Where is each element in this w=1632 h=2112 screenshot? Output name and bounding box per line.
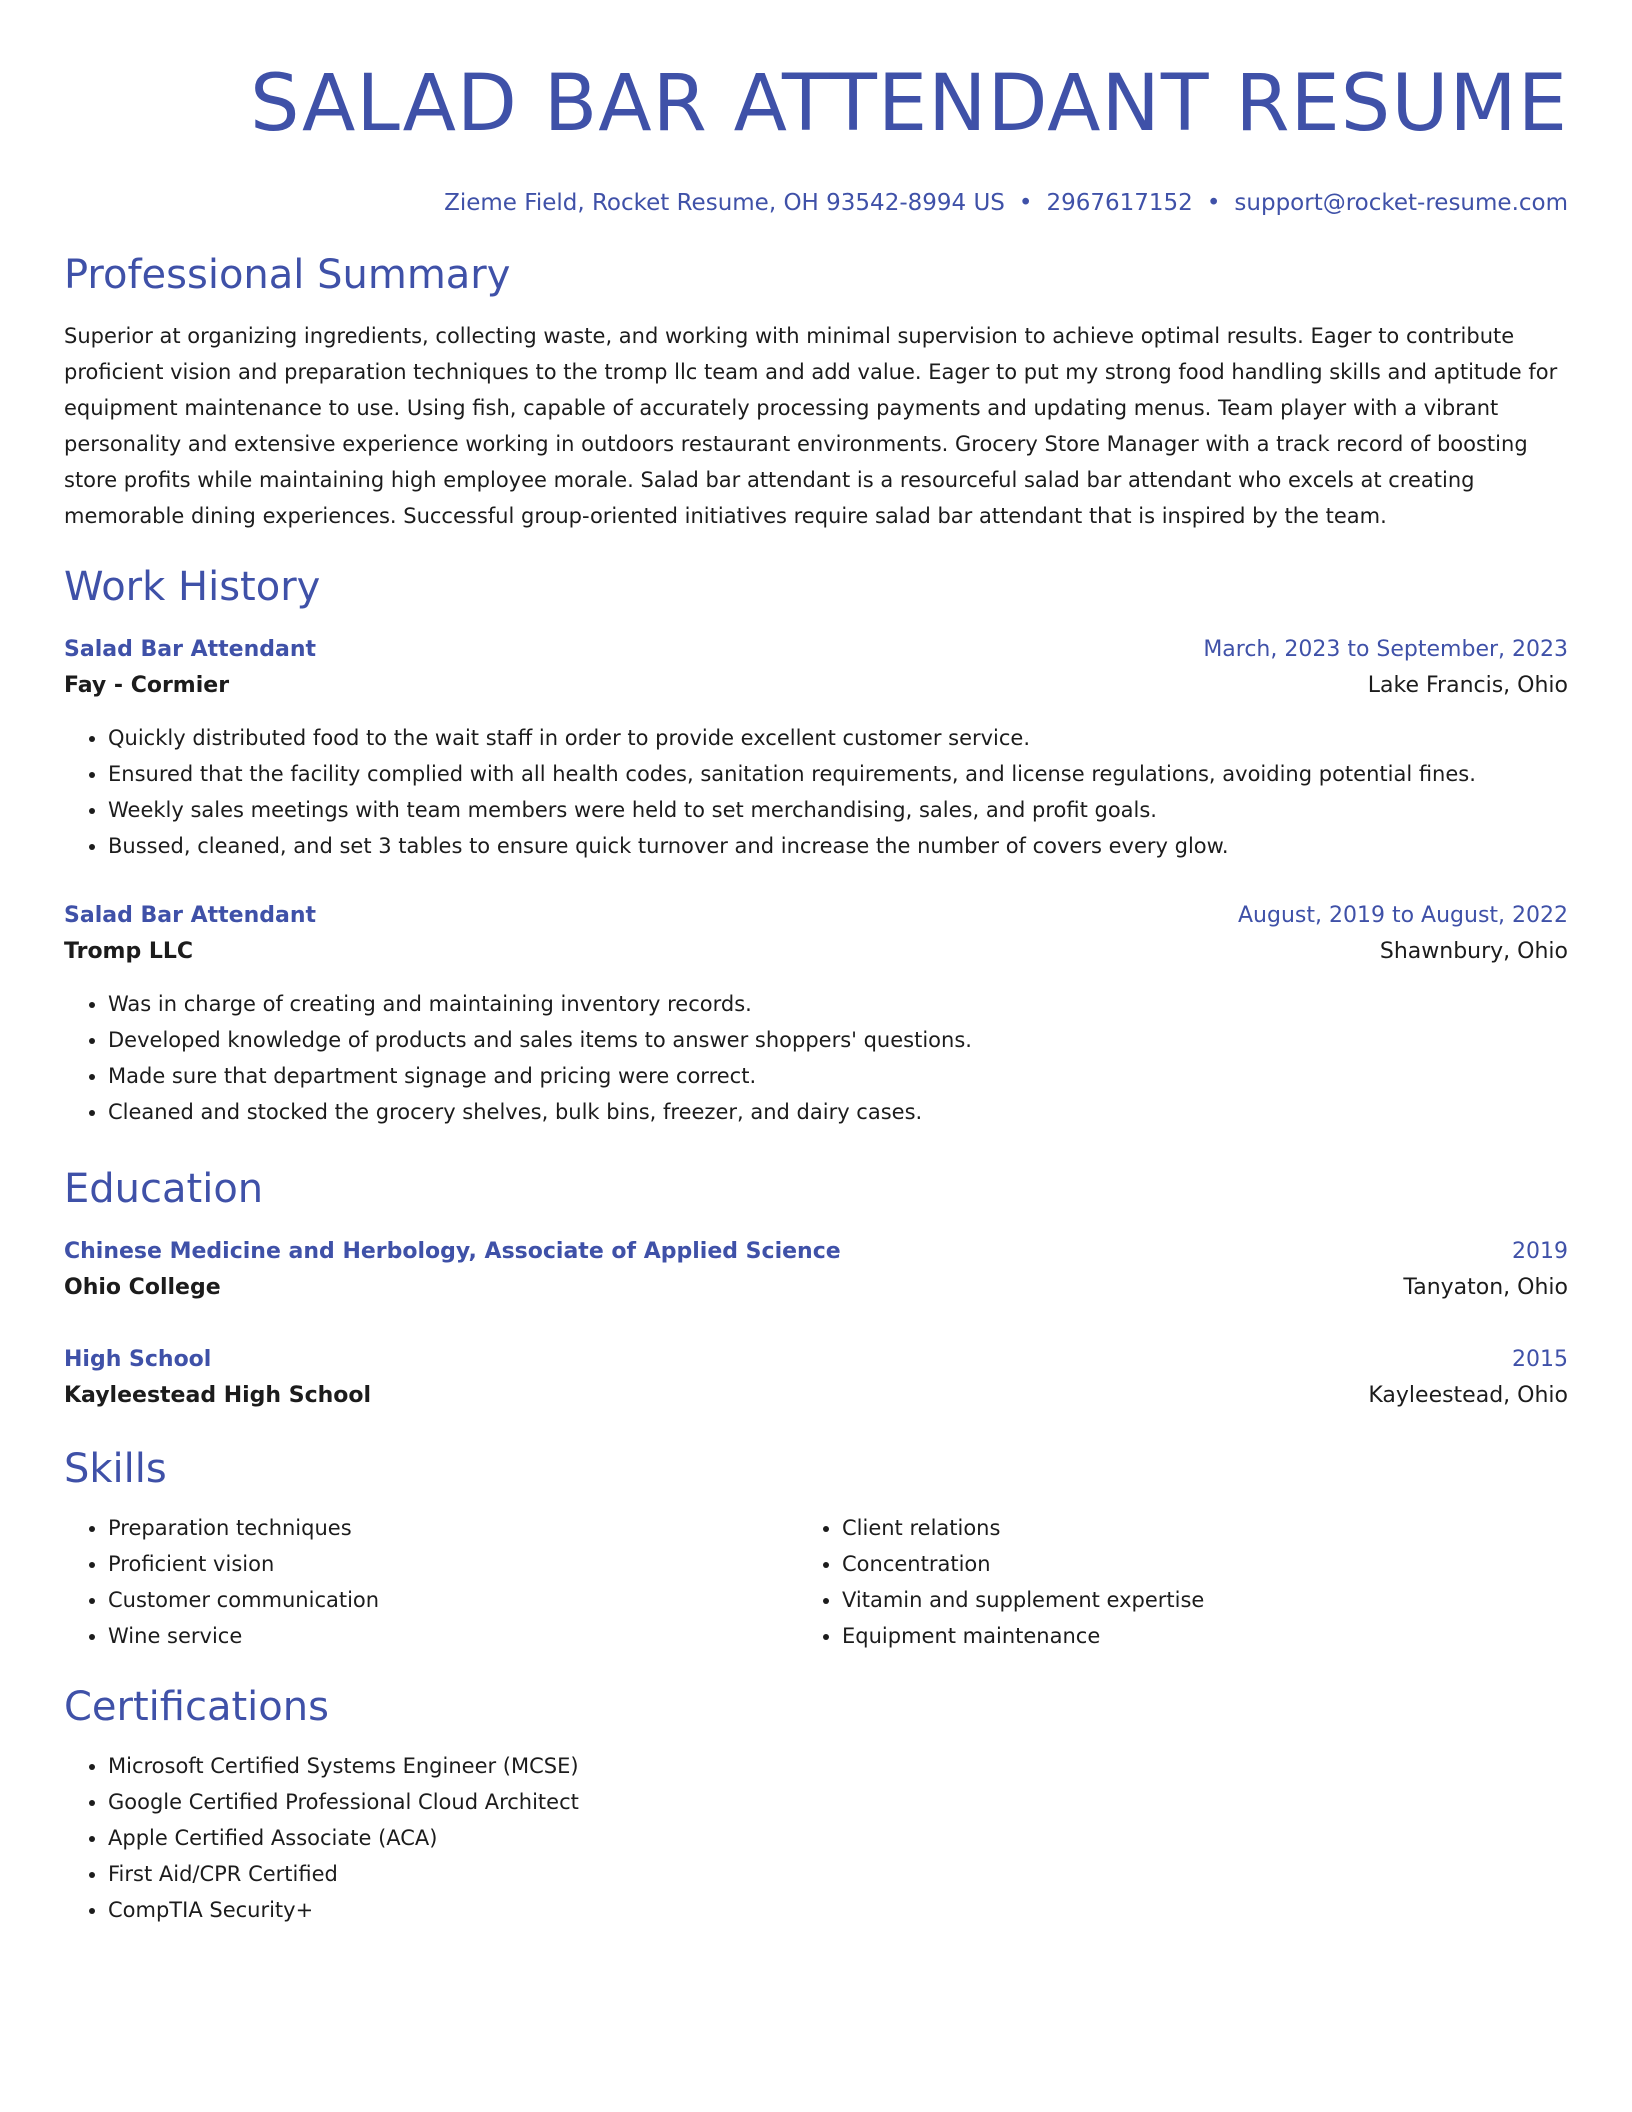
work-history-section [64,562,1568,1130]
professional-summary-section [64,250,1568,534]
job-company: Fay - Cormier [64,673,230,698]
education-header-row [64,1342,1568,1378]
job-bullets [64,986,1568,1130]
contact-separator: • [1018,190,1033,216]
list-item: • Client relations [842,1510,1532,1546]
education-school: Kayleestead High School [64,1383,372,1408]
contact-email: support@rocket-resume.com [1234,190,1568,216]
list-item: • Bussed, cleaned, and set 3 tables to ensure quick turnover and increase the number of covers every glow. [108,828,1568,864]
contact-address: Zieme Field, Rocket Resume, OH 93542-8994 US [444,190,1005,216]
list-item: • Preparation techniques [108,1510,798,1546]
section-heading-summary: Professional Summary [64,252,511,298]
education-degree: Chinese Medicine and Herbology, Associate of Applied Science [64,1239,841,1264]
contact-line [64,186,1568,220]
list-item: • Wine service [108,1618,798,1654]
summary-text: Superior at organizing ingredients, collecting waste, and working with minimal supervision to achieve optimal results. Eager to contribute proficient vision and preparation techniques to the tromp llc team and add value. Eager to put my strong food handling skills and aptitude for equipment maintenance to use. Using fish, capable of accurately processing payments and updating menus. Team player with a vibrant personality and extensive experience working in outdoors restaurant environments. Grocery Store Manager with a track record of boosting store profits while maintaining high employee morale. Salad bar attendant is a resourceful salad bar attendant who excels at creating memorable dining experiences. Successful group-oriented initiatives require salad bar attendant that is inspired by the team. [64,324,1558,528]
contact-separator: • [1206,190,1221,216]
list-item: • Concentration [842,1546,1532,1582]
job-entry [64,898,1568,1130]
education-location: Kayleestead, Ohio [1368,1383,1568,1408]
education-year: 2019 [1512,1239,1568,1264]
list-item: • CompTIA Security+ [108,1892,1568,1928]
list-item: • Developed knowledge of products and sales items to answer shoppers' questions. [108,1022,1568,1058]
education-degree: High School [64,1347,212,1372]
job-header-row [64,632,1568,668]
resume-title: SALAD BAR ATTENDANT RESUME [250,59,1568,149]
section-heading-skills: Skills [64,1446,167,1492]
job-dates: August, 2019 to August, 2022 [1238,903,1568,928]
education-entry [64,1234,1568,1306]
list-item: • Quickly distributed food to the wait staff in order to provide excellent customer service. [108,720,1568,756]
certifications-list [64,1748,1568,1928]
job-entry [64,632,1568,864]
education-section [64,1164,1568,1414]
list-item: • Customer communication [108,1582,798,1618]
list-item: • First Aid/CPR Certified [108,1856,1568,1892]
list-item: • Made sure that department signage and pricing were correct. [108,1058,1568,1094]
list-item: • Weekly sales meetings with team members were held to set merchandising, sales, and profit goals. [108,792,1568,828]
list-item: • Equipment maintenance [842,1618,1532,1654]
contact-phone: 2967617152 [1046,190,1193,216]
list-item: • Ensured that the facility complied with all health codes, sanitation requirements, and license regulations, avoiding potential fines. [108,756,1568,792]
list-item: • Vitamin and supplement expertise [842,1582,1532,1618]
job-location: Shawnbury, Ohio [1379,939,1568,964]
job-company-row [64,934,1568,970]
skills-column-left [64,1510,798,1654]
list-item: • Proficient vision [108,1546,798,1582]
list-item: • Apple Certified Associate (ACA) [108,1820,1568,1856]
job-location: Lake Francis, Ohio [1367,673,1568,698]
job-company-row [64,668,1568,704]
job-dates: March, 2023 to September, 2023 [1203,637,1568,662]
education-school: Ohio College [64,1275,221,1300]
education-location: Tanyaton, Ohio [1403,1275,1568,1300]
education-school-row [64,1270,1568,1306]
section-heading-work: Work History [64,564,321,610]
list-item: • Cleaned and stocked the grocery shelves, bulk bins, freezer, and dairy cases. [108,1094,1568,1130]
section-heading-education: Education [64,1166,264,1212]
section-heading-certifications: Certifications [64,1684,329,1730]
education-school-row [64,1378,1568,1414]
list-item: • Was in charge of creating and maintaining inventory records. [108,986,1568,1022]
job-title: Salad Bar Attendant [64,903,317,928]
skills-column-right [798,1510,1532,1654]
job-header-row [64,898,1568,934]
skills-grid [64,1510,1568,1654]
skills-section [64,1444,1568,1654]
list-item: • Microsoft Certified Systems Engineer (MCSE) [108,1748,1568,1784]
job-title: Salad Bar Attendant [64,637,317,662]
certifications-section [64,1682,1568,1928]
education-header-row [64,1234,1568,1270]
job-bullets [64,720,1568,864]
list-item: • Google Certified Professional Cloud Architect [108,1784,1568,1820]
education-entry [64,1342,1568,1414]
job-company: Tromp LLC [64,939,194,964]
education-year: 2015 [1512,1347,1568,1372]
